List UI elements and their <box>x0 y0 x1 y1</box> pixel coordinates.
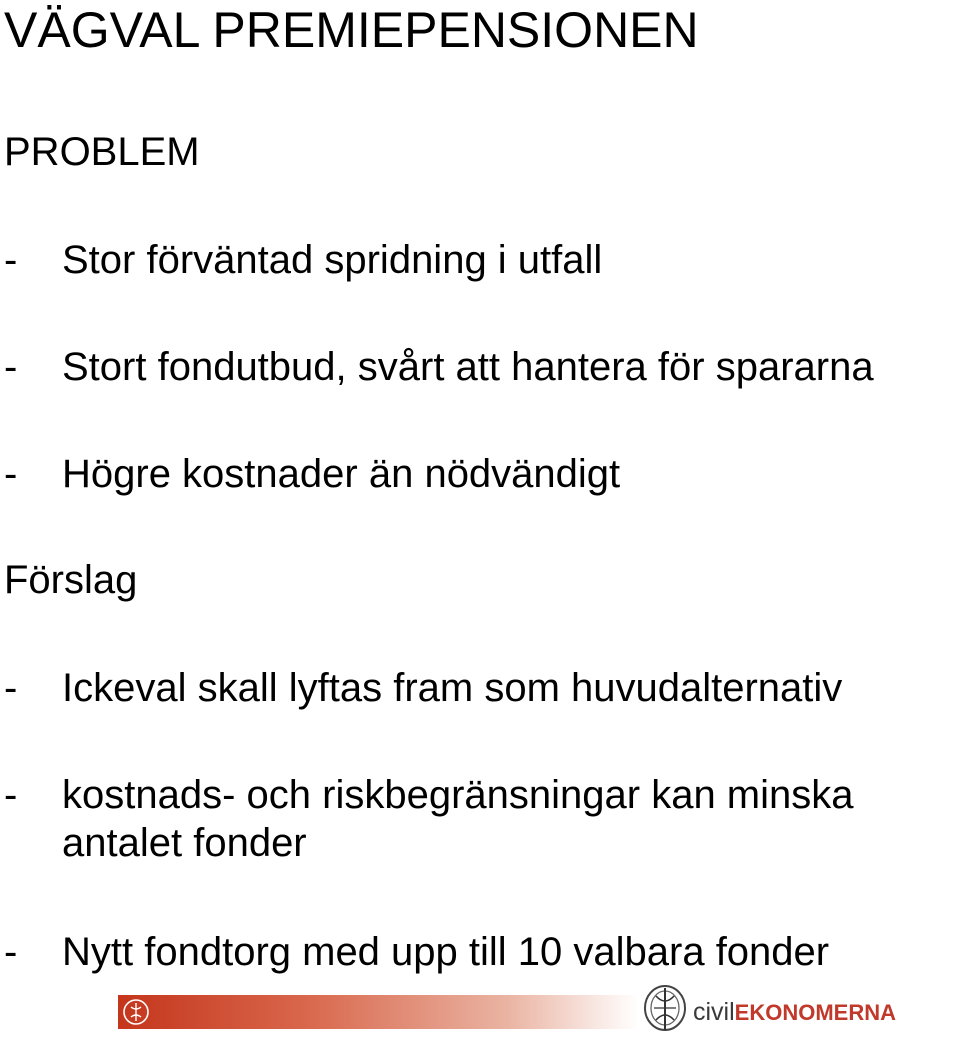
bullet-dash: - <box>4 452 18 496</box>
problem-item <box>4 450 620 498</box>
proposal-item <box>4 928 829 976</box>
proposal-item-text: kostnads- och riskbegränsningar kan minska <box>62 773 854 817</box>
bullet-dash: - <box>4 773 18 817</box>
slide-title: VÄGVAL PREMIEPENSIONEN <box>4 2 699 58</box>
problem-item <box>4 236 602 284</box>
problem-item-text: Stort fondutbud, svårt att hantera för spararna <box>62 345 874 389</box>
logo-civil-text: civil <box>693 998 735 1026</box>
bullet-dash: - <box>4 930 18 974</box>
problem-item-text: Stor förväntad spridning i utfall <box>62 238 603 282</box>
proposal-item-text: Ickeval skall lyftas fram som huvudalternativ <box>62 666 843 710</box>
problem-heading: PROBLEM <box>4 130 200 174</box>
footer-band <box>118 995 638 1029</box>
proposal-item <box>4 664 842 712</box>
civilekonomerna-logo <box>693 997 896 1028</box>
logo-ekonomerna-text: EKONOMERNA <box>734 1000 897 1025</box>
problem-item-text: Högre kostnader än nödvändigt <box>62 452 621 496</box>
proposal-item-continuation: antalet fonder <box>62 821 307 865</box>
proposal-item-text: Nytt fondtorg med upp till 10 valbara fonder <box>62 930 830 974</box>
bullet-dash: - <box>4 238 18 282</box>
problem-item <box>4 343 874 391</box>
bullet-dash: - <box>4 666 18 710</box>
proposal-item <box>4 771 854 867</box>
seal-icon <box>122 997 150 1027</box>
bullet-dash: - <box>4 345 18 389</box>
proposal-heading: Förslag <box>4 558 138 602</box>
